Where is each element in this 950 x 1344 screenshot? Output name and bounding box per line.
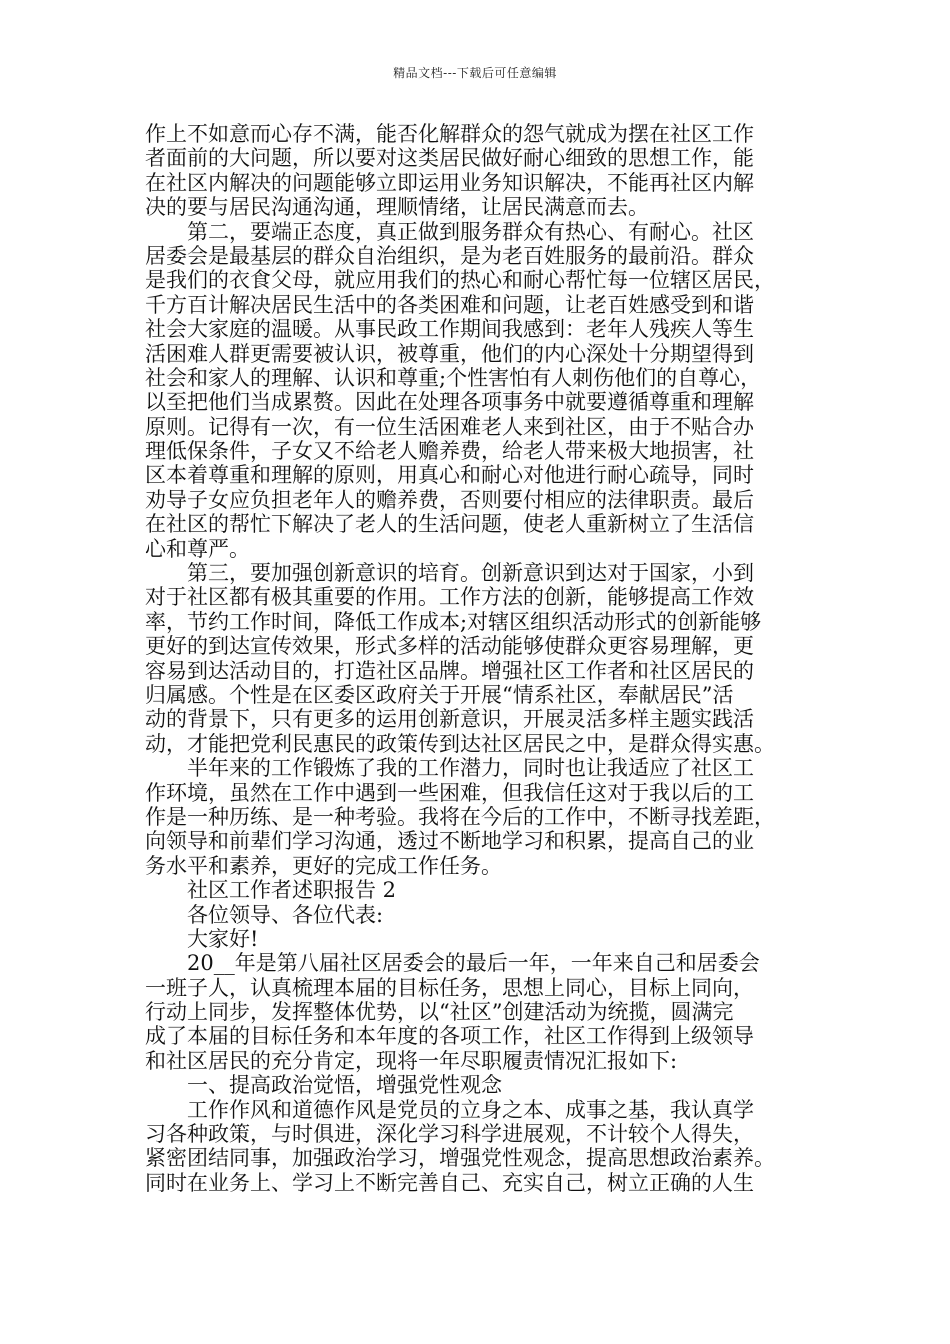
text-line: 决的要与居民沟通沟通，理顺情绪，让居民满意而去。 — [145, 195, 649, 220]
text-line: 紧密团结同事，加强政治学习，增强党性观念，提高思想政治素养。 — [145, 1146, 775, 1171]
text-line: 对于社区都有极其重要的作用。工作方法的创新，能够提高工作效 — [145, 585, 754, 610]
text-line: 归属感。个性是在区委区政府关于开展“情系社区，奉献居民”活 — [145, 682, 734, 707]
text-line: 各位领导、各位代表: — [187, 902, 384, 927]
text-line: 心和尊严。 — [145, 536, 250, 561]
text-line: 活困难人群更需要被认识，被尊重，他们的内心深处十分期望得到 — [145, 341, 754, 366]
text-line: 区本着尊重和理解的原则，用真心和耐心对他进行耐心疏导，同时 — [145, 463, 754, 488]
text-line: 务水平和素养，更好的完成工作任务。 — [145, 853, 502, 878]
text-line: 成了本届的目标任务和本年度的各项工作，社区工作得到上级领导 — [145, 1024, 754, 1049]
text-line: 大家好! — [187, 926, 259, 951]
text-line: 以至把他们当成累赘。因此在处理各项事务中就要遵循尊重和理解 — [145, 390, 754, 415]
text-line: 劝导子女应负担老年人的赡养费，否则要付相应的法律职责。最后 — [145, 487, 754, 512]
text-line: 者面前的大问题，所以要对这类居民做好耐心细致的思想工作，能 — [145, 146, 754, 171]
page-header: 精品文档---下载后可任意编辑 — [393, 66, 557, 80]
text-line: 理低保条件，子女又不给老人赡养费，给老人带来极大地损害，社 — [145, 439, 754, 464]
text-line: 动，才能把党利民惠民的政策传到达社区居民之中，是群众得实惠。 — [145, 731, 775, 756]
text-line: 第二，要端正态度，真正做到服务群众有热心、有耐心。社区 — [187, 219, 754, 244]
text-line: 一班子人，认真梳理本届的目标任务，思想上同心，目标上同向， — [145, 975, 754, 1000]
text-line: 同时在业务上、学习上不断完善自己、充实自己，树立正确的人生 — [145, 1170, 754, 1195]
text-line: 原则。记得有一次，有一位生活困难老人来到社区，由于不贴合办 — [145, 414, 754, 439]
text-line: 和社区居民的充分肯定，现将一年尽职履责情况汇报如下: — [145, 1048, 678, 1073]
text-line: 习各种政策，与时俱进，深化学习科学进展观，不计较个人得失， — [145, 1122, 754, 1147]
text-line: 作环境，虽然在工作中遇到一些困难，但我信任这对于我以后的工 — [145, 780, 754, 805]
text-line: 容易到达活动目的，打造社区品牌。增强社区工作者和社区居民的 — [145, 658, 754, 683]
text-line: 工作作风和道德作风是党员的立身之本、成事之基，我认真学 — [187, 1097, 754, 1122]
text-line: 半年来的工作锻炼了我的工作潜力，同时也让我适应了社区工 — [187, 756, 754, 781]
text-line: 第三，要加强创新意识的培育。创新意识到达对于国家，小到 — [187, 561, 754, 586]
text-line: 更好的到达宣传效果，形式多样的活动能够使群众更容易理解，更 — [145, 634, 754, 659]
text-line: 作上不如意而心存不满，能否化解群众的怨气就成为摆在社区工作 — [145, 122, 754, 146]
text-line: 向领导和前辈们学习沟通，透过不断地学习和积累，提高自己的业 — [145, 829, 754, 854]
text-line: 千方百计解决居民生活中的各类困难和问题，让老百姓感受到和谐 — [145, 292, 754, 317]
text-line: 社会大家庭的温暖。从事民政工作期间我感到：老年人残疾人等生 — [145, 317, 754, 342]
text-line: 作是一种历练、是一种考验。我将在今后的工作中，不断寻找差距， — [145, 804, 775, 829]
text-line: 20__年是第八届社区居委会的最后一年，一年来自己和居委会 — [187, 951, 760, 976]
document-body — [145, 122, 813, 1195]
text-line: 动的背景下，只有更多的运用创新意识，开展灵活多样主题实践活 — [145, 707, 754, 732]
text-line: 居委会是最基层的群众自治组织，是为老百姓服务的最前沿。群众 — [145, 243, 754, 268]
text-line: 率，节约工作时间，降低工作成本;对辖区组织活动形式的创新能够 — [145, 609, 762, 634]
text-line: 社区工作者述职报告 2 — [187, 878, 397, 903]
text-line: 在社区内解决的问题能够立即运用业务知识解决，不能再社区内解 — [145, 170, 754, 195]
text-line: 是我们的衣食父母，就应用我们的热心和耐心帮忙每一位辖区居民， — [145, 268, 775, 293]
text-line: 一、提高政治觉悟，增强党性观念 — [187, 1073, 502, 1098]
text-line: 在社区的帮忙下解决了老人的生活问题，使老人重新树立了生活信 — [145, 512, 754, 537]
text-line: 社会和家人的理解、认识和尊重;个性害怕有人刺伤他们的自尊心， — [145, 365, 762, 390]
text-line: 行动上同步，发挥整体优势，以“社区”创建活动为统揽，圆满完 — [145, 1000, 734, 1025]
